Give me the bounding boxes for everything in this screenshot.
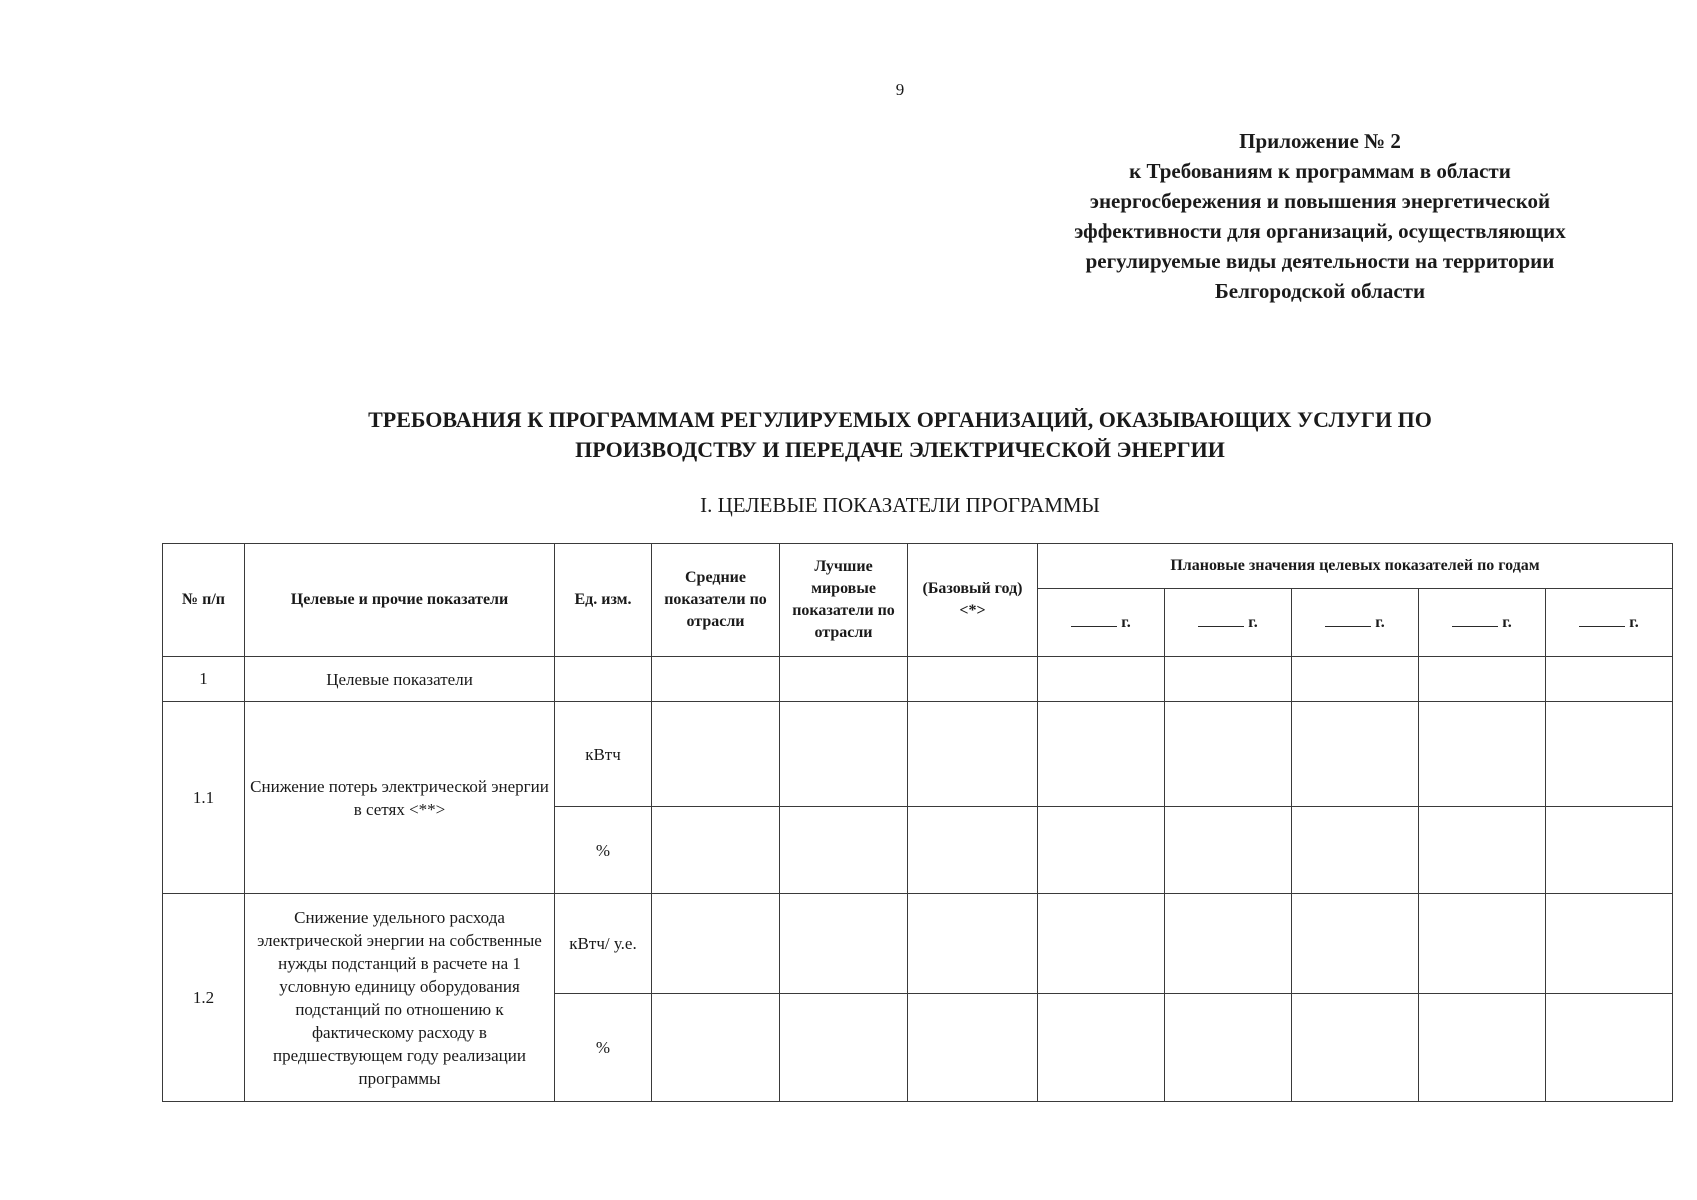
target-indicators-table (162, 543, 1673, 1102)
value-cell (1419, 657, 1546, 702)
appendix-reference (990, 126, 1650, 306)
document-title (150, 405, 1650, 465)
year-suffix: г. (1375, 613, 1385, 631)
appendix-line: регулируемые виды деятельности на территории (1085, 249, 1555, 273)
header-year (1546, 589, 1673, 657)
value-cell (1546, 657, 1673, 702)
header-avg: Средние показатели по отрасли (652, 544, 780, 657)
header-unit: Ед. изм. (555, 544, 652, 657)
row-unit: % (555, 994, 652, 1102)
value-cell (1038, 894, 1165, 994)
year-blank-line (1579, 612, 1625, 627)
value-cell (1038, 702, 1165, 807)
header-num: № п/п (163, 544, 245, 657)
value-cell (652, 657, 780, 702)
year-suffix: г. (1629, 613, 1639, 631)
value-cell (1292, 657, 1419, 702)
value-cell (908, 657, 1038, 702)
header-year (1292, 589, 1419, 657)
header-year (1419, 589, 1546, 657)
year-suffix: г. (1502, 613, 1512, 631)
appendix-line: Приложение № 2 (1239, 129, 1401, 153)
header-planned: Плановые значения целевых показателей по годам (1038, 544, 1673, 589)
value-cell (1165, 702, 1292, 807)
value-cell (1419, 894, 1546, 994)
value-cell (1038, 807, 1165, 894)
appendix-line: энергосбережения и повышения энергетической (1089, 189, 1551, 213)
value-cell (780, 994, 908, 1102)
appendix-line: к Требованиям к программам в области (1129, 159, 1511, 183)
year-blank-line (1198, 612, 1244, 627)
value-cell (652, 994, 780, 1102)
value-cell (1292, 702, 1419, 807)
value-cell (780, 657, 908, 702)
value-cell (1419, 702, 1546, 807)
value-cell (1419, 994, 1546, 1102)
value-cell (1292, 807, 1419, 894)
value-cell (1292, 894, 1419, 994)
row-unit: % (555, 807, 652, 894)
year-blank-line (1071, 612, 1117, 627)
header-best: Лучшие мировые показатели по отрасли (780, 544, 908, 657)
table-row (163, 894, 1673, 994)
header-base: (Базовый год) <*> (908, 544, 1038, 657)
value-cell (1165, 894, 1292, 994)
value-cell (1165, 994, 1292, 1102)
row-unit (555, 657, 652, 702)
header-year (1038, 589, 1165, 657)
header-year (1165, 589, 1292, 657)
row-num: 1.1 (163, 702, 245, 894)
value-cell (652, 894, 780, 994)
value-cell (908, 807, 1038, 894)
value-cell (1546, 894, 1673, 994)
value-cell (652, 807, 780, 894)
year-blank-line (1452, 612, 1498, 627)
value-cell (780, 894, 908, 994)
value-cell (780, 702, 908, 807)
value-cell (1292, 994, 1419, 1102)
year-suffix: г. (1248, 613, 1258, 631)
value-cell (1546, 807, 1673, 894)
section-title: I. ЦЕЛЕВЫЕ ПОКАЗАТЕЛИ ПРОГРАММЫ (700, 493, 1100, 517)
document-title-line: ТРЕБОВАНИЯ К ПРОГРАММАМ РЕГУЛИРУЕМЫХ ОРГАНИЗАЦИЙ, ОКАЗЫВАЮЩИХ УСЛУГИ ПО (368, 407, 1432, 432)
value-cell (1419, 807, 1546, 894)
row-name: Целевые показатели (245, 657, 555, 702)
value-cell (1165, 807, 1292, 894)
year-suffix: г. (1121, 613, 1131, 631)
value-cell (908, 894, 1038, 994)
row-unit: кВтч/ у.е. (555, 894, 652, 994)
table-row (163, 702, 1673, 807)
value-cell (1546, 702, 1673, 807)
header-row (163, 544, 1673, 589)
appendix-line: Белгородской области (1214, 279, 1426, 303)
value-cell (1038, 994, 1165, 1102)
row-name: Снижение потерь электрической энергии в сетях <**> (245, 702, 555, 894)
value-cell (1546, 994, 1673, 1102)
year-blank-line (1325, 612, 1371, 627)
row-num: 1.2 (163, 894, 245, 1102)
value-cell (908, 702, 1038, 807)
header-name: Целевые и прочие показатели (245, 544, 555, 657)
page-number: 9 (895, 80, 905, 99)
value-cell (908, 994, 1038, 1102)
value-cell (652, 702, 780, 807)
table-row (163, 657, 1673, 702)
row-num: 1 (163, 657, 245, 702)
document-title-line: ПРОИЗВОДСТВУ И ПЕРЕДАЧЕ ЭЛЕКТРИЧЕСКОЙ ЭНЕРГИИ (575, 437, 1225, 462)
value-cell (1165, 657, 1292, 702)
value-cell (780, 807, 908, 894)
value-cell (1038, 657, 1165, 702)
appendix-line: эффективности для организаций, осуществляющих (1074, 219, 1566, 243)
row-unit: кВтч (555, 702, 652, 807)
row-name: Снижение удельного расхода электрической энергии на собственные нужды подстанций в расчете на 1 условную единицу оборудования подстанций по отношению к фактическому расходу в предшествующем году реализации программы (245, 894, 555, 1102)
